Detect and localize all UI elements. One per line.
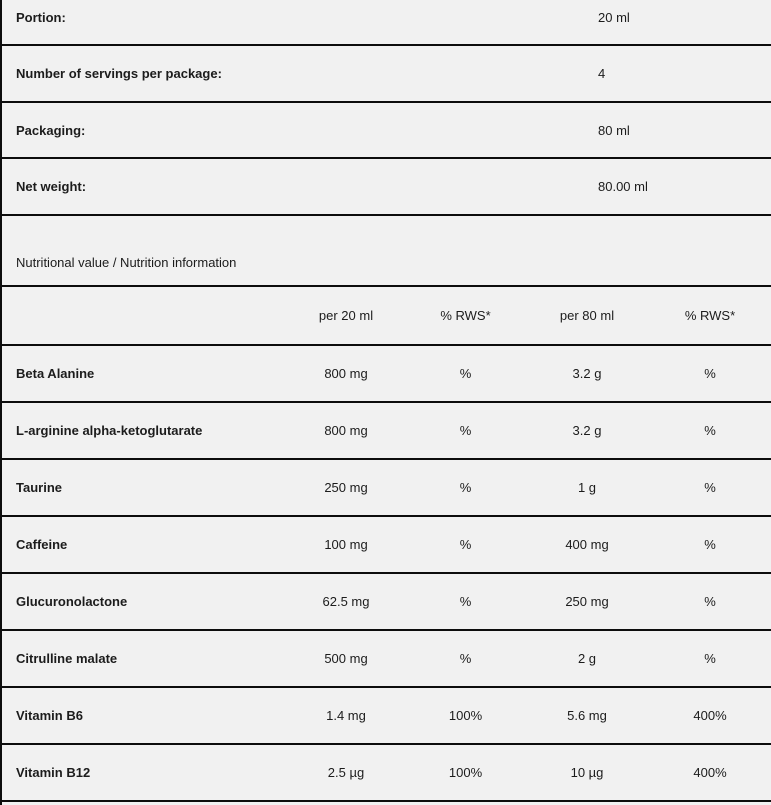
info-row-net-weight (2, 159, 771, 216)
value-per-80ml: 3.2 g (572, 423, 602, 438)
value-rws-20: 100% (448, 765, 483, 780)
header-per-20ml: per 20 ml (318, 308, 374, 323)
value-per-80ml: 2 g (577, 651, 597, 666)
value-rws-20: 100% (448, 708, 483, 723)
value-rws-80: 400% (693, 765, 727, 780)
table-row-glucuronolactone (2, 574, 771, 631)
value-rws-80: % (704, 594, 716, 609)
nutrient-name: Vitamin B6 (16, 708, 83, 723)
value-rws-20: % (459, 537, 472, 552)
info-row-packaging (2, 103, 771, 159)
value-per-80ml: 10 µg (570, 765, 604, 780)
value-rws-80: % (704, 423, 716, 438)
value-per-80ml: 400 mg (565, 537, 609, 552)
value-per-80ml: 5.6 mg (567, 708, 607, 723)
info-label: Packaging: (16, 122, 86, 138)
value-rws-80: % (704, 651, 716, 666)
value-rws-20: % (459, 594, 472, 609)
value-rws-20: % (459, 366, 472, 381)
nutrient-name: Caffeine (16, 537, 68, 552)
value-per-80ml: 1 g (577, 480, 597, 495)
value-per-80ml: 3.2 g (572, 366, 602, 381)
value-per-20ml: 250 mg (324, 480, 368, 495)
info-label: Portion: (16, 9, 66, 25)
info-value: 4 (598, 66, 606, 81)
table-row-vitamin-b6 (2, 688, 771, 745)
value-rws-20: % (459, 651, 472, 666)
value-rws-20: % (459, 423, 472, 438)
section-title: Nutritional value / Nutrition information (16, 255, 237, 270)
value-rws-80: % (704, 366, 716, 381)
nutrition-table-header (2, 287, 771, 346)
nutrient-name: Vitamin B12 (16, 765, 91, 780)
value-per-20ml: 1.4 mg (326, 708, 366, 723)
value-per-20ml: 800 mg (324, 366, 368, 381)
info-value: 80.00 ml (598, 179, 648, 194)
table-row-citrulline-malate (2, 631, 771, 688)
nutrient-name: Citrulline malate (16, 651, 118, 666)
value-per-20ml: 2.5 µg (327, 765, 365, 780)
table-row-vitamin-b12 (2, 745, 771, 802)
nutrient-name: L-arginine alpha-ketoglutarate (16, 423, 203, 438)
info-row-servings (2, 46, 771, 103)
header-per-80ml: per 80 ml (559, 308, 615, 323)
header-rws-20: % RWS* (440, 308, 491, 323)
value-per-20ml: 800 mg (324, 423, 368, 438)
info-value: 20 ml (598, 9, 630, 25)
info-label: Number of servings per package: (16, 66, 222, 81)
table-row-beta-alanine (2, 346, 771, 403)
nutrient-name: Taurine (16, 480, 62, 495)
value-per-20ml: 100 mg (324, 537, 368, 552)
value-rws-20: % (459, 480, 472, 495)
section-title-row (2, 216, 771, 287)
nutrient-name: Glucuronolactone (16, 594, 128, 609)
value-per-20ml: 500 mg (324, 651, 368, 666)
table-row-l-arginine (2, 403, 771, 460)
value-per-80ml: 250 mg (565, 594, 609, 609)
value-rws-80: 400% (693, 708, 727, 723)
nutrient-name: Beta Alanine (16, 366, 95, 381)
info-row-portion (2, 0, 771, 46)
header-rws-80: % RWS* (684, 308, 736, 323)
info-label: Net weight: (16, 179, 87, 194)
info-value: 80 ml (598, 122, 630, 138)
value-rws-80: % (704, 480, 716, 495)
value-per-20ml: 62.5 mg (322, 594, 370, 609)
table-row-caffeine (2, 517, 771, 574)
value-rws-80: % (704, 537, 716, 552)
table-row-taurine (2, 460, 771, 517)
